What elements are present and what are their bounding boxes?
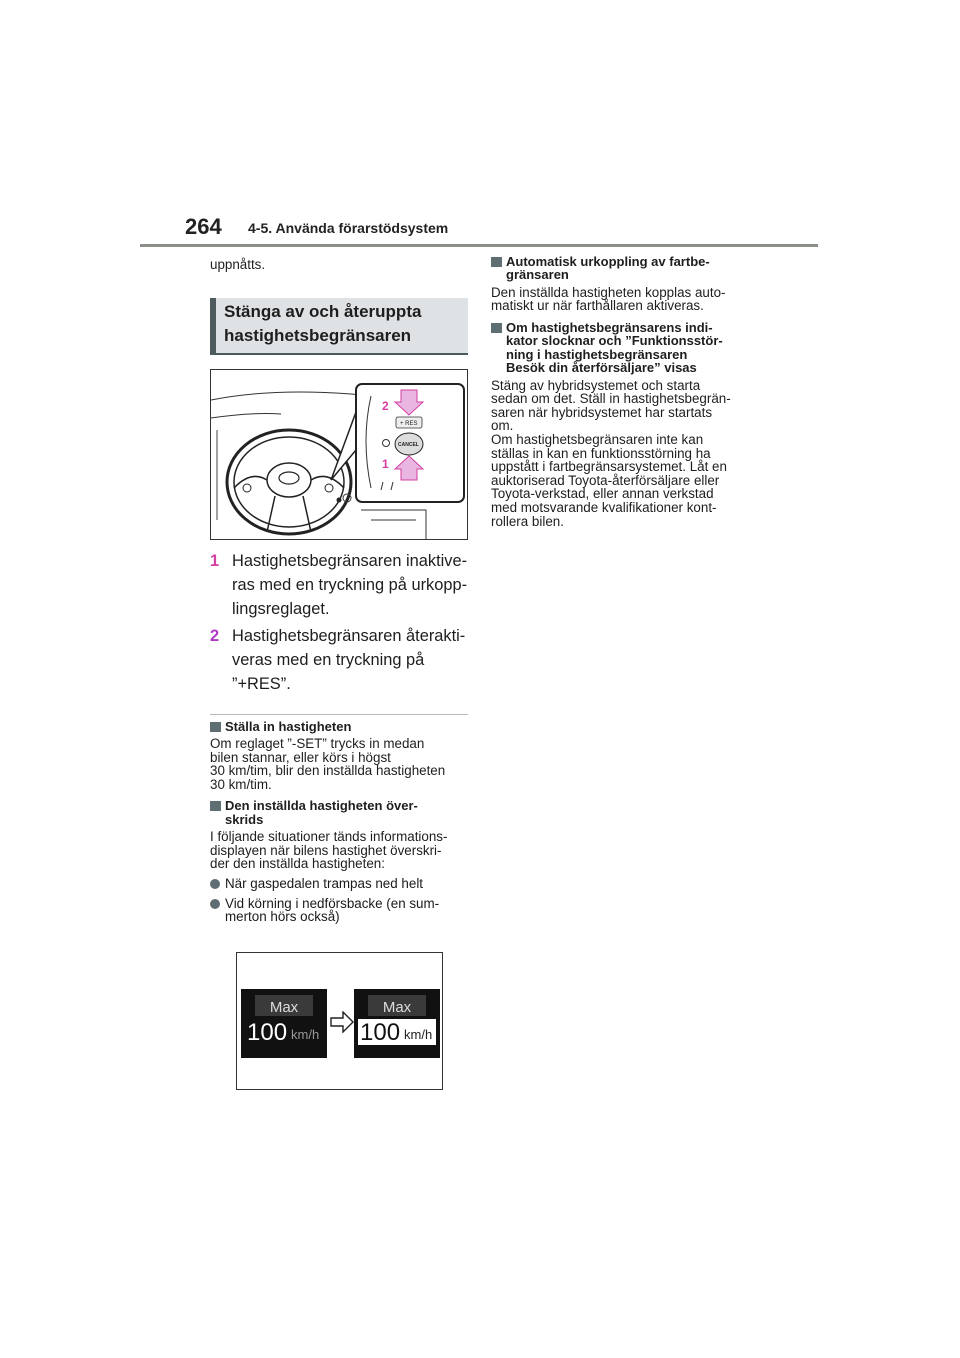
arrow-right-icon bbox=[330, 1011, 354, 1033]
cancel-button-label: CANCEL bbox=[398, 441, 419, 448]
max-label: Max bbox=[382, 999, 412, 1016]
note-title: Den inställda hastigheten över- skrids bbox=[210, 799, 468, 826]
left-column bbox=[210, 258, 468, 924]
heading-underline bbox=[210, 353, 468, 355]
speed-unit: km/h bbox=[291, 1027, 320, 1042]
bullet-item: Vid körning i nedförsbacke (en sum- merton hörs också) bbox=[210, 897, 468, 924]
bullet-item: När gaspedalen trampas ned helt bbox=[210, 877, 468, 891]
speed-display-illustration bbox=[236, 952, 443, 1090]
page-number: 264 bbox=[185, 214, 222, 239]
note-title: Automatisk urkoppling av fartbe- gränsaren bbox=[491, 255, 753, 282]
square-bullet-icon bbox=[210, 722, 221, 732]
right-column bbox=[491, 255, 753, 528]
max-label: Max bbox=[269, 999, 299, 1016]
square-bullet-icon bbox=[210, 801, 221, 811]
note-body: Den inställda hastigheten kopplas auto- matiskt ur när farthållaren aktiveras. bbox=[491, 284, 726, 314]
header-rule bbox=[140, 244, 818, 247]
heading-line: hastighetsbegränsaren bbox=[224, 325, 412, 345]
steering-wheel-drawing bbox=[211, 370, 468, 540]
square-bullet-icon bbox=[491, 323, 502, 333]
step-item bbox=[210, 624, 468, 696]
intro-text: uppnåtts. bbox=[210, 257, 266, 272]
step-list bbox=[210, 549, 468, 696]
note-block bbox=[491, 255, 753, 313]
step-number: 2 bbox=[210, 626, 220, 645]
note-block bbox=[210, 720, 468, 792]
display-normal bbox=[241, 989, 327, 1058]
res-button-label: + RES bbox=[400, 420, 418, 427]
display-highlighted bbox=[354, 989, 440, 1058]
heading-line: Stänga av och återuppta bbox=[224, 301, 422, 321]
note-title: Ställa in hastigheten bbox=[210, 720, 468, 733]
round-bullet-icon bbox=[210, 899, 220, 909]
speed-value: 100 bbox=[360, 1019, 401, 1046]
note-title: Om hastighetsbegränsarens indi- kator slocknar och ”Funktionsstör- ning i hastighetsbegränsaren Besök din återförsäljare” visas bbox=[491, 321, 753, 375]
speed-unit: km/h bbox=[404, 1027, 433, 1042]
note-body: Om reglaget ”-SET” trycks in medan bilen stannar, eller körs i högst 30 km/tim, blir den inställda hastigheten 30 km/tim. bbox=[210, 736, 446, 792]
speed-readout bbox=[245, 1019, 323, 1045]
section-divider bbox=[210, 714, 468, 715]
square-bullet-icon bbox=[491, 257, 502, 267]
steering-wheel-illustration bbox=[210, 369, 468, 540]
step-text: Hastighetsbegränsaren inaktive- ras med en tryckning på urkopp- lingsreglaget. bbox=[232, 551, 468, 618]
step-text: Hastighetsbegränsaren återakti- veras med en tryckning på ”+RES”. bbox=[232, 626, 466, 693]
note-block bbox=[210, 799, 468, 923]
speed-value: 100 bbox=[247, 1019, 288, 1046]
note-body: Stäng av hybridsystemet och starta sedan om det. Ställ in hastighetsbegrän- saren när hybridsystemet har startats om. Om hastighetsbegränsaren inte kan ställas in kan en funktionsstörning ha uppstått i fartbegränsarsystemet. Låt en auktoriserad Toyota-återförsäljare eller Toyota-verkstad, eller annan verkstad med motsvarande kvalifikationer kont- rollera bilen. bbox=[491, 377, 731, 529]
section-title: 4-5. Använda förarstödsystem bbox=[248, 220, 449, 236]
callout-2-label: 2 bbox=[382, 398, 389, 413]
callout-1-label: 1 bbox=[382, 456, 389, 471]
speed-readout bbox=[358, 1019, 436, 1045]
step-number: 1 bbox=[210, 551, 220, 570]
section-heading bbox=[210, 298, 468, 353]
round-bullet-icon bbox=[210, 879, 220, 889]
step-item bbox=[210, 549, 468, 621]
note-block bbox=[491, 321, 753, 528]
note-body: I följande situationer tänds informations- displayen när bilens hastighet överskri- der den inställda hastigheten: bbox=[210, 829, 448, 872]
